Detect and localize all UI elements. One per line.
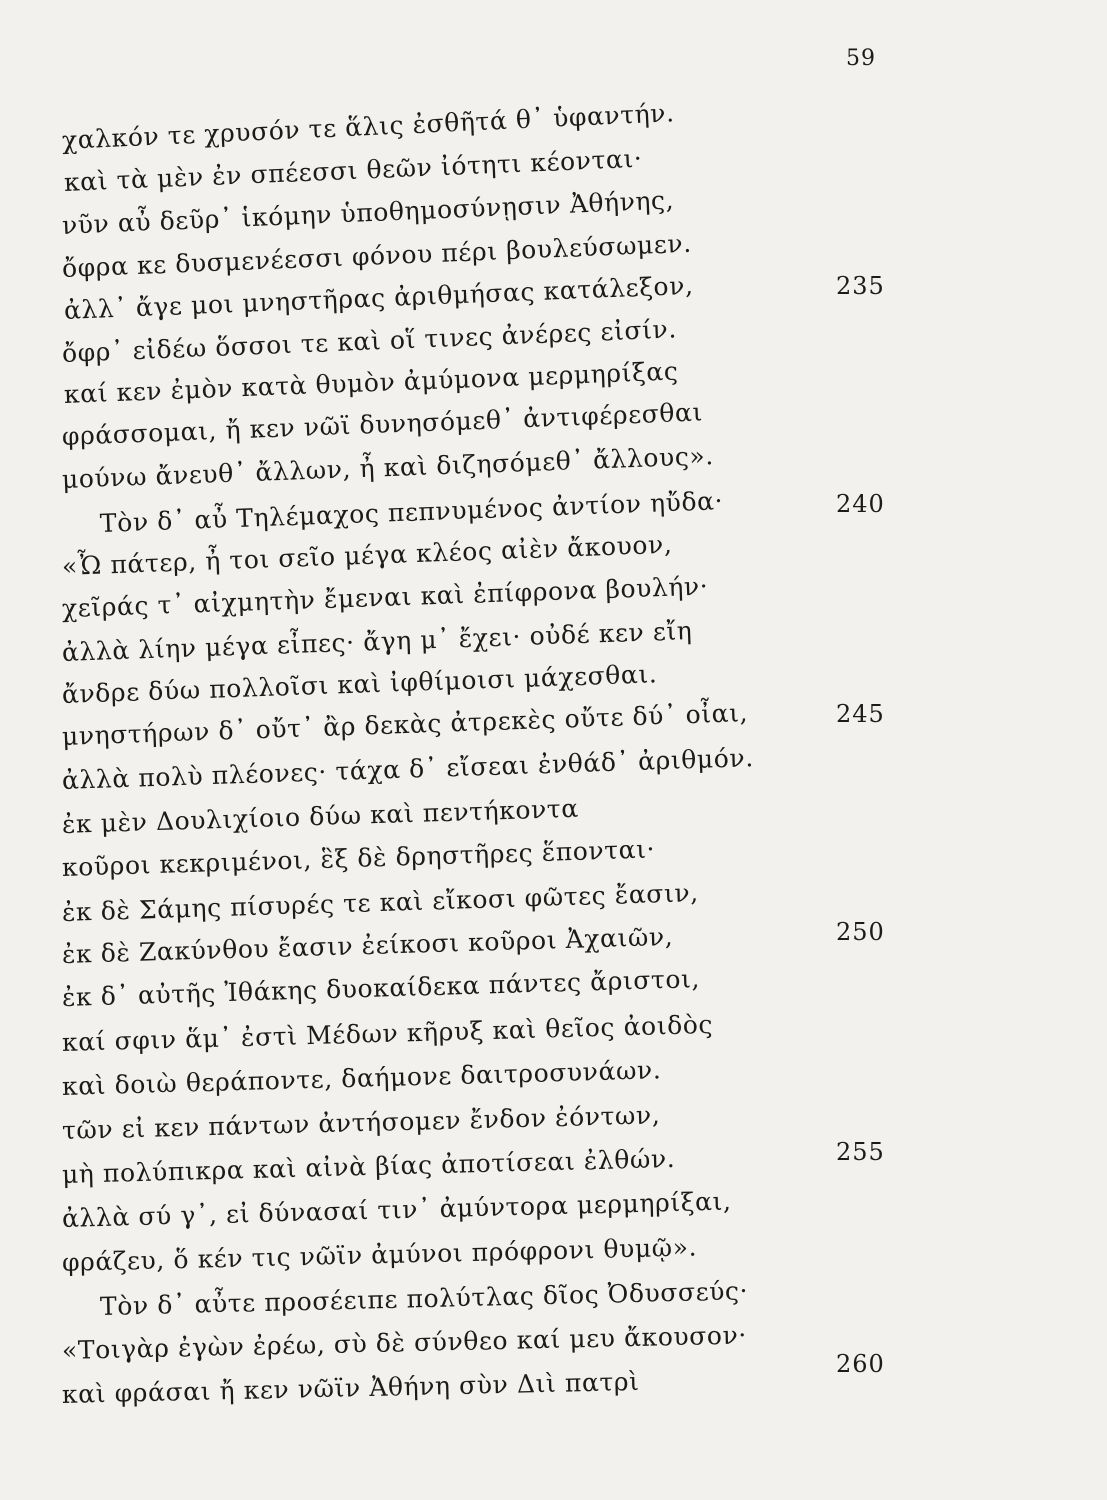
verse-line: μούνω ἄνευθ᾽ ἄλλων, ἦ καὶ διζησόμεθ᾽ ἄλλους». bbox=[61, 441, 715, 494]
verse-line: ἀλλὰ σύ γ᾽, εἰ δύνασαί τιν᾽ ἀμύντορα μερμηρίξαι, bbox=[61, 1186, 732, 1233]
verse-line: μὴ πολύπικρα καὶ αἰνὰ βίας ἀποτίσεαι ἐλθών. bbox=[61, 1143, 676, 1189]
verse-line: Τὸν δ᾽ αὖ Τηλέμαχος πεπνυμένος ἀντίον ηὔδα· bbox=[99, 486, 724, 538]
verse-line: ὄφρ᾽ εἰδέω ὅσσοι τε καὶ οἵ τινες ἀνέρες εἰσίν. bbox=[61, 314, 678, 368]
verse-line: χαλκόν τε χρυσόν τε ἅλις ἐσθῆτά θ᾽ ὑφαντήν. bbox=[61, 98, 676, 155]
verse-line: καὶ φράσαι ἤ κεν νῶϊν Ἀθήνη σὺν Διὶ πατρὶ bbox=[61, 1366, 640, 1409]
verse-line: καὶ τὰ μὲν ἐν σπέεσσι θεῶν ἰότητι κέονται· bbox=[63, 143, 643, 197]
verse-line: ἐκ μὲν Δουλιχίοιο δύω καὶ πεντήκοντα bbox=[61, 793, 580, 839]
verse-line: καὶ δοιὼ θεράποντε, δαήμονε δαιτροσυνάων. bbox=[61, 1055, 662, 1101]
line-number: 260 bbox=[836, 1350, 885, 1378]
verse-line: ἄνδρε δύω πολλοῖσι καὶ ἰφθίμοισι μάχεσθαι. bbox=[61, 659, 658, 709]
line-number: 245 bbox=[836, 700, 885, 728]
verse-line: Τὸν δ᾽ αὖτε προσέειπε πολύτλας δῖος Ὀδυσσεύς· bbox=[99, 1276, 749, 1321]
verse-line: ἐκ δὲ Σάμης πίσυρές τε καὶ εἴκοσι φῶτες ἔασιν, bbox=[61, 877, 700, 927]
page-number: 59 bbox=[846, 46, 876, 71]
verse-line: «Ὦ πάτερ, ἦ τοι σεῖο μέγα κλέος αἰὲν ἄκουον, bbox=[61, 529, 673, 581]
verse-line: καί κεν ἐμὸν κατὰ θυμὸν ἀμύμονα μερμηρίξας bbox=[63, 356, 679, 409]
verse-line: ἐκ δ᾽ αὐτῆς Ἰθάκης δυοκαίδεκα πάντες ἄριστοι, bbox=[61, 964, 701, 1012]
verse-line: ἀλλὰ λίην μέγα εἶπες· ἄγη μ᾽ ἔχει· οὐδέ κεν εἴη bbox=[61, 615, 693, 667]
verse-line: μνηστήρων δ᾽ οὔτ᾽ ἂρ δεκὰς ἀτρεκὲς οὔτε δύ᾽ οἶαι, bbox=[61, 698, 749, 751]
verse-line: τῶν εἰ κεν πάντων ἀντήσομεν ἔνδον ἐόντων, bbox=[61, 1100, 661, 1145]
verse-line: ἐκ δὲ Ζακύνθου ἔασιν ἐείκοσι κοῦροι Ἀχαιῶν, bbox=[61, 921, 674, 969]
verse-line: φράζευ, ὅ κέν τις νῶϊν ἀμύνοι πρόφρονι θυμῷ». bbox=[61, 1232, 698, 1277]
line-number: 235 bbox=[836, 272, 885, 300]
verse-line: ὄφρα κε δυσμενέεσσι φόνου πέρι βουλεύσωμεν. bbox=[61, 228, 693, 283]
verse-line: φράσσομαι, ἤ κεν νῶϊ δυνησόμεθ᾽ ἀντιφέρεσθαι bbox=[61, 397, 704, 451]
verse-line: ἀλλὰ πολὺ πλέονες· τάχα δ᾽ εἴσεαι ἐνθάδ᾽ ἀριθμόν. bbox=[61, 743, 755, 795]
verse-line: νῦν αὖ δεῦρ᾽ ἱκόμην ὑποθημοσύνῃσιν Ἀθήνης, bbox=[61, 185, 675, 240]
verse-line: καί σφιν ἅμ᾽ ἐστὶ Μέδων κῆρυξ καὶ θεῖος ἀοιδὸς bbox=[61, 1009, 714, 1057]
verse-line: χεῖράς τ᾽ αἰχμητὴν ἔμεναι καὶ ἐπίφρονα βουλήν· bbox=[61, 571, 709, 623]
line-number: 255 bbox=[836, 1138, 885, 1166]
line-number: 240 bbox=[836, 490, 885, 518]
verse-line: ἀλλ᾽ ἄγε μοι μνηστῆρας ἀριθμήσας κατάλεξον, bbox=[63, 270, 695, 325]
verse-line: «Τοιγὰρ ἐγὼν ἐρέω, σὺ δὲ σύνθεο καί μευ ἄκουσον· bbox=[61, 1320, 748, 1365]
verse-line: κοῦροι κεκριμένοι, ἓξ δὲ δρηστῆρες ἕπονται· bbox=[61, 834, 656, 882]
line-number: 250 bbox=[836, 918, 885, 946]
